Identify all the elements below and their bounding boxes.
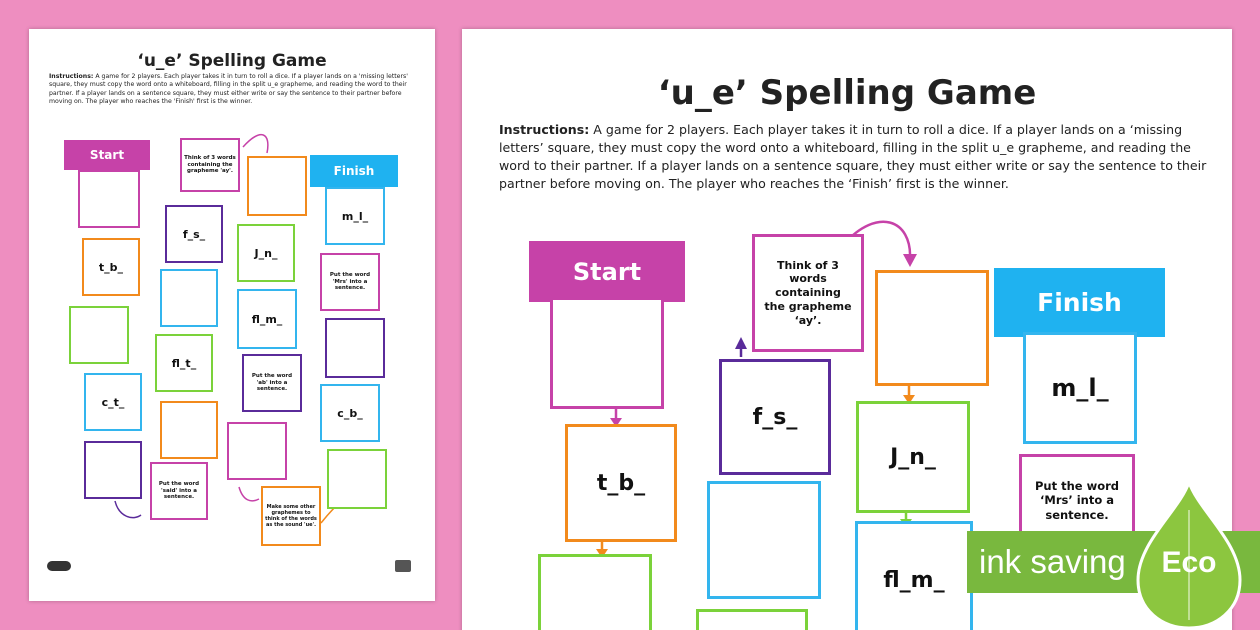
small-square-ct [84, 373, 142, 431]
footer-badge-icon [395, 560, 411, 572]
small-instructions-text: A game for 2 players. Each player takes it in turn to roll a dice. If a player lands on a 'missing letters' square, they must copy the word onto a whiteboard, filling in the split u_e grapheme, and reading the word to their partner. If a player lands on a sentence square, they must either write or say the sentence to their partner before moving on. The player who reaches the 'Finish' first is the winner. [49, 73, 408, 106]
small-square-said-text: Put the word 'said' into a sentence. [158, 480, 200, 501]
large-square-ml-word: m_l_ [1051, 374, 1109, 402]
large-title: ‘u_e’ Spelling Game [657, 73, 1037, 113]
small-finish-label: Finish [310, 155, 398, 187]
small-square-flm-word: fl_m_ [251, 312, 283, 326]
small-square-5 [84, 441, 142, 499]
small-square-16 [227, 422, 287, 480]
large-finish-label: Finish [994, 268, 1165, 337]
large-square-8 [875, 270, 989, 386]
small-square-cb [320, 384, 380, 442]
large-square-think-text: Think of 3 words containing the grapheme ‘ay’. [764, 258, 852, 327]
large-square-fs-word: f_s_ [752, 404, 798, 430]
large-square-think [752, 234, 864, 352]
small-square-think-text: Think of 3 words containing the grapheme 'ay'. [184, 154, 236, 175]
small-square-jn-word: J_n_ [254, 246, 278, 260]
large-square-flm [855, 521, 973, 630]
large-square-ml [1023, 332, 1137, 444]
small-square-tb-word: t_b_ [98, 260, 124, 274]
small-square-mrs [320, 253, 380, 311]
large-square-3 [538, 554, 652, 630]
large-instructions-text: A game for 2 players. Each player takes it in turn to roll a dice. If a player lands on a ‘missing letters’ square, they must copy the word onto a whiteboard, filling in the split u_e grapheme, and reading the word to their partner. If a player lands on a sentence square, they must either write or say the sentence to their partner before moving on. The player who reaches the ‘Finish’ first is the winner. [499, 122, 1207, 191]
large-square-mrs-text: Put the word ‘Mrs’ into a sentence. [1034, 479, 1120, 522]
small-square-ct-word: c_t_ [101, 395, 125, 409]
small-square-12 [247, 156, 307, 216]
large-instructions [499, 121, 1211, 193]
large-square-flm-word: fl_m_ [883, 567, 945, 593]
large-square-7 [696, 609, 808, 630]
large-square-jn [856, 401, 970, 513]
small-square-other [261, 486, 321, 546]
small-square-flt-word: fl_t_ [171, 356, 197, 370]
eco-label: Eco [1161, 546, 1217, 579]
small-square-flm [237, 289, 297, 349]
small-square-other-text: Make some other graphemes to think of the words as the sound 'ue'. [265, 503, 317, 529]
preview-sheet-small [29, 29, 435, 601]
small-square-flt [155, 334, 213, 392]
eco-drop-icon [1120, 480, 1258, 630]
small-square-ml [325, 187, 385, 245]
small-square-3 [69, 306, 129, 364]
small-square-jn [237, 224, 295, 282]
large-instructions-label: Instructions: [499, 122, 590, 137]
small-square-fs [165, 205, 223, 263]
large-square-fs [719, 359, 831, 475]
large-square-6 [707, 481, 821, 599]
small-title: ‘u_e’ Spelling Game [137, 51, 327, 71]
small-square-said [150, 462, 208, 520]
large-square-1 [550, 297, 664, 409]
small-square-ab-text: Put the word 'ab' into a sentence. [251, 372, 293, 393]
small-instructions-label: Instructions: [49, 73, 94, 80]
small-square-8 [160, 269, 218, 327]
large-square-tb-word: t_b_ [596, 470, 646, 496]
small-instructions [49, 73, 417, 106]
small-square-20 [325, 318, 385, 378]
small-square-mrs-text: Put the word 'Mrs' into a sentence. [329, 271, 371, 292]
small-square-fs-word: f_s_ [182, 227, 206, 241]
footer-logo-icon [47, 561, 71, 571]
small-square-22 [327, 449, 387, 509]
large-square-jn-word: J_n_ [890, 444, 936, 470]
small-square-1 [78, 170, 140, 228]
small-square-ml-word: m_l_ [341, 209, 369, 223]
small-square-cb-word: c_b_ [337, 406, 363, 420]
small-square-ab [242, 354, 302, 412]
small-start-label: Start [64, 140, 150, 170]
small-square-10 [160, 401, 218, 459]
large-square-tb [565, 424, 677, 542]
ink-saving-label: ink saving [979, 543, 1126, 580]
large-start-label: Start [529, 241, 685, 302]
small-square-tb [82, 238, 140, 296]
small-square-think [180, 138, 240, 192]
